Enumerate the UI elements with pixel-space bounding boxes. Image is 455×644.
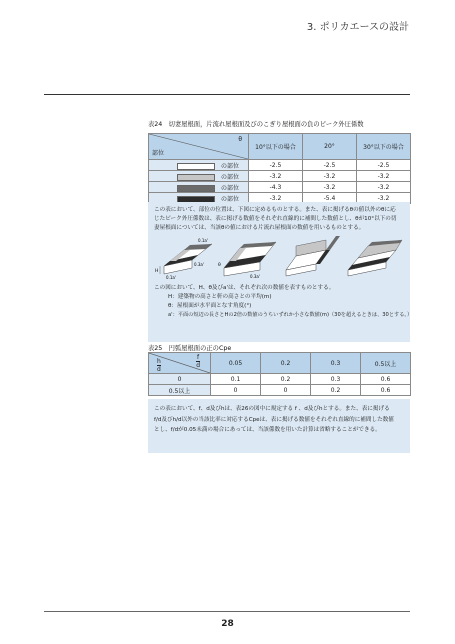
table-cell: 0.3: [311, 374, 361, 385]
table24-col-header: 10°以下の場合: [249, 134, 303, 160]
row-label: の部位: [221, 162, 240, 170]
table-cell: -3.2: [249, 171, 303, 182]
row-label: の部位: [221, 173, 240, 181]
table24: [148, 133, 411, 204]
table24-corner-cell: [149, 134, 249, 160]
table-cell: 0.1: [211, 374, 261, 385]
footer-rule: [44, 611, 410, 612]
fraction-num: h: [157, 358, 161, 365]
fig-dim-label: 0.3a': [250, 274, 260, 279]
fraction-f-over-d: [196, 354, 200, 369]
fig-theta-label: θ: [218, 263, 221, 268]
table-row: [149, 171, 411, 182]
table25-note: [148, 399, 410, 453]
table-cell: -2.5: [249, 160, 303, 171]
table25-col-header: 0.5以上: [361, 353, 411, 374]
gable-roof-figure: [155, 238, 212, 280]
table-cell: -2.5: [357, 160, 411, 171]
corner-theta-label: θ: [238, 136, 242, 143]
table24-col-header: 20°: [303, 134, 357, 160]
sawtooth-roof-figure: [348, 240, 402, 276]
table-row: [149, 385, 411, 396]
fraction-num: f: [197, 354, 200, 361]
sawtooth-roof-figure: [286, 236, 340, 276]
fig-dim-label: 0.3a': [194, 262, 204, 267]
table-cell: 0: [211, 385, 261, 396]
table-cell: -3.2: [357, 193, 411, 204]
row-label: 0: [149, 374, 211, 385]
note-line: f/d及びh/d以外の当該比率に対応するCpeは、表に掲げる数値をそれぞれ直線的に補間した数値: [154, 416, 394, 423]
table-cell: -3.2: [303, 182, 357, 193]
legend-line: この図において、H、θ及びa'は、それぞれ次の数値を表すものとする。: [154, 285, 335, 291]
row-label: の部位: [221, 195, 240, 203]
swatch-dark-gray-icon: [177, 185, 215, 192]
table-cell: 0.2: [261, 374, 311, 385]
table-row: [149, 182, 411, 193]
row-label-cell: [149, 182, 249, 193]
table24-note: [148, 202, 413, 342]
table25-col-header: 0.05: [211, 353, 261, 374]
swatch-light-gray-icon: [177, 174, 215, 181]
table-cell: -3.2: [357, 182, 411, 193]
table25-corner-cell: [149, 353, 211, 374]
table-row: [149, 160, 411, 171]
table25-col-header: 0.2: [261, 353, 311, 374]
fraction-den: d: [196, 362, 200, 369]
table-cell: -5.4: [303, 193, 357, 204]
note-line: じたピーク外圧係数は、表に掲げる数値をそれぞれ直線的に補間した数値とし、θが10°以下の切: [154, 216, 397, 222]
table-cell: 0.2: [311, 385, 361, 396]
legend-line: a'：平面の短辺の長さとHの2倍の数値のうちいずれか小さな数値(m)（30を超えるときは、30とする。）: [168, 312, 413, 318]
table25-caption: 表25 円弧屋根面の正のCpe: [148, 345, 232, 352]
table-cell: -3.2: [357, 171, 411, 182]
table-row: [149, 374, 411, 385]
corner-region-label: 部位: [152, 150, 165, 157]
table-cell: -3.2: [249, 193, 303, 204]
table-cell: 0.6: [361, 385, 411, 396]
fig-dim-label: 0.1a': [166, 275, 176, 280]
note-line: 妻屋根面については、当該θの値における片流れ屋根面の数値を用いるものとする。: [154, 225, 365, 231]
row-label: の部位: [221, 184, 240, 192]
table25: [148, 352, 411, 396]
fraction-h-over-d: [157, 358, 161, 373]
table-cell: 0.6: [361, 374, 411, 385]
row-label-cell: [149, 171, 249, 182]
table25-col-header: 0.3: [311, 353, 361, 374]
header-rule: [44, 94, 410, 95]
table24-caption: 表24 切妻屋根面，片流れ屋根面及びのこぎり屋根面の負のピーク外圧係数: [148, 121, 364, 128]
fraction-den: d: [157, 366, 161, 373]
chapter-title: 3. ポリカエースの設計: [306, 22, 409, 33]
fig-dim-label: 0.1a': [198, 238, 208, 243]
roof-zone-figures: [154, 236, 404, 280]
table24-col-header: 30°以下の場合: [357, 134, 411, 160]
fig-h-label: H: [155, 269, 159, 274]
monopitch-roof-figure: [218, 242, 276, 279]
table-cell: 0: [261, 385, 311, 396]
legend-line: θ：屋根面が水平面となす角度(°): [168, 303, 252, 309]
note-line: この表において、f、d及びhは、表26の図中に規定する f 、d及びhとする。また、表に掲げる: [154, 406, 390, 412]
page-number: 28: [221, 619, 234, 629]
note-line: とし、f/dが0.05未満の場合にあっては、当該係数を用いた計算は省略することができる。: [154, 427, 381, 433]
table-cell: -3.2: [303, 171, 357, 182]
note-line: この表において、部位の位置は、下図に定めるものとする。また、表に掲げるθの値以外のθに応: [154, 207, 396, 213]
table-cell: -2.5: [303, 160, 357, 171]
table-cell: -4.3: [249, 182, 303, 193]
row-label: 0.5以上: [149, 385, 211, 396]
legend-line: H：建築物の高さと軒の高さとの平均(m): [168, 294, 272, 300]
row-label-cell: [149, 160, 249, 171]
swatch-white-icon: [177, 163, 215, 170]
